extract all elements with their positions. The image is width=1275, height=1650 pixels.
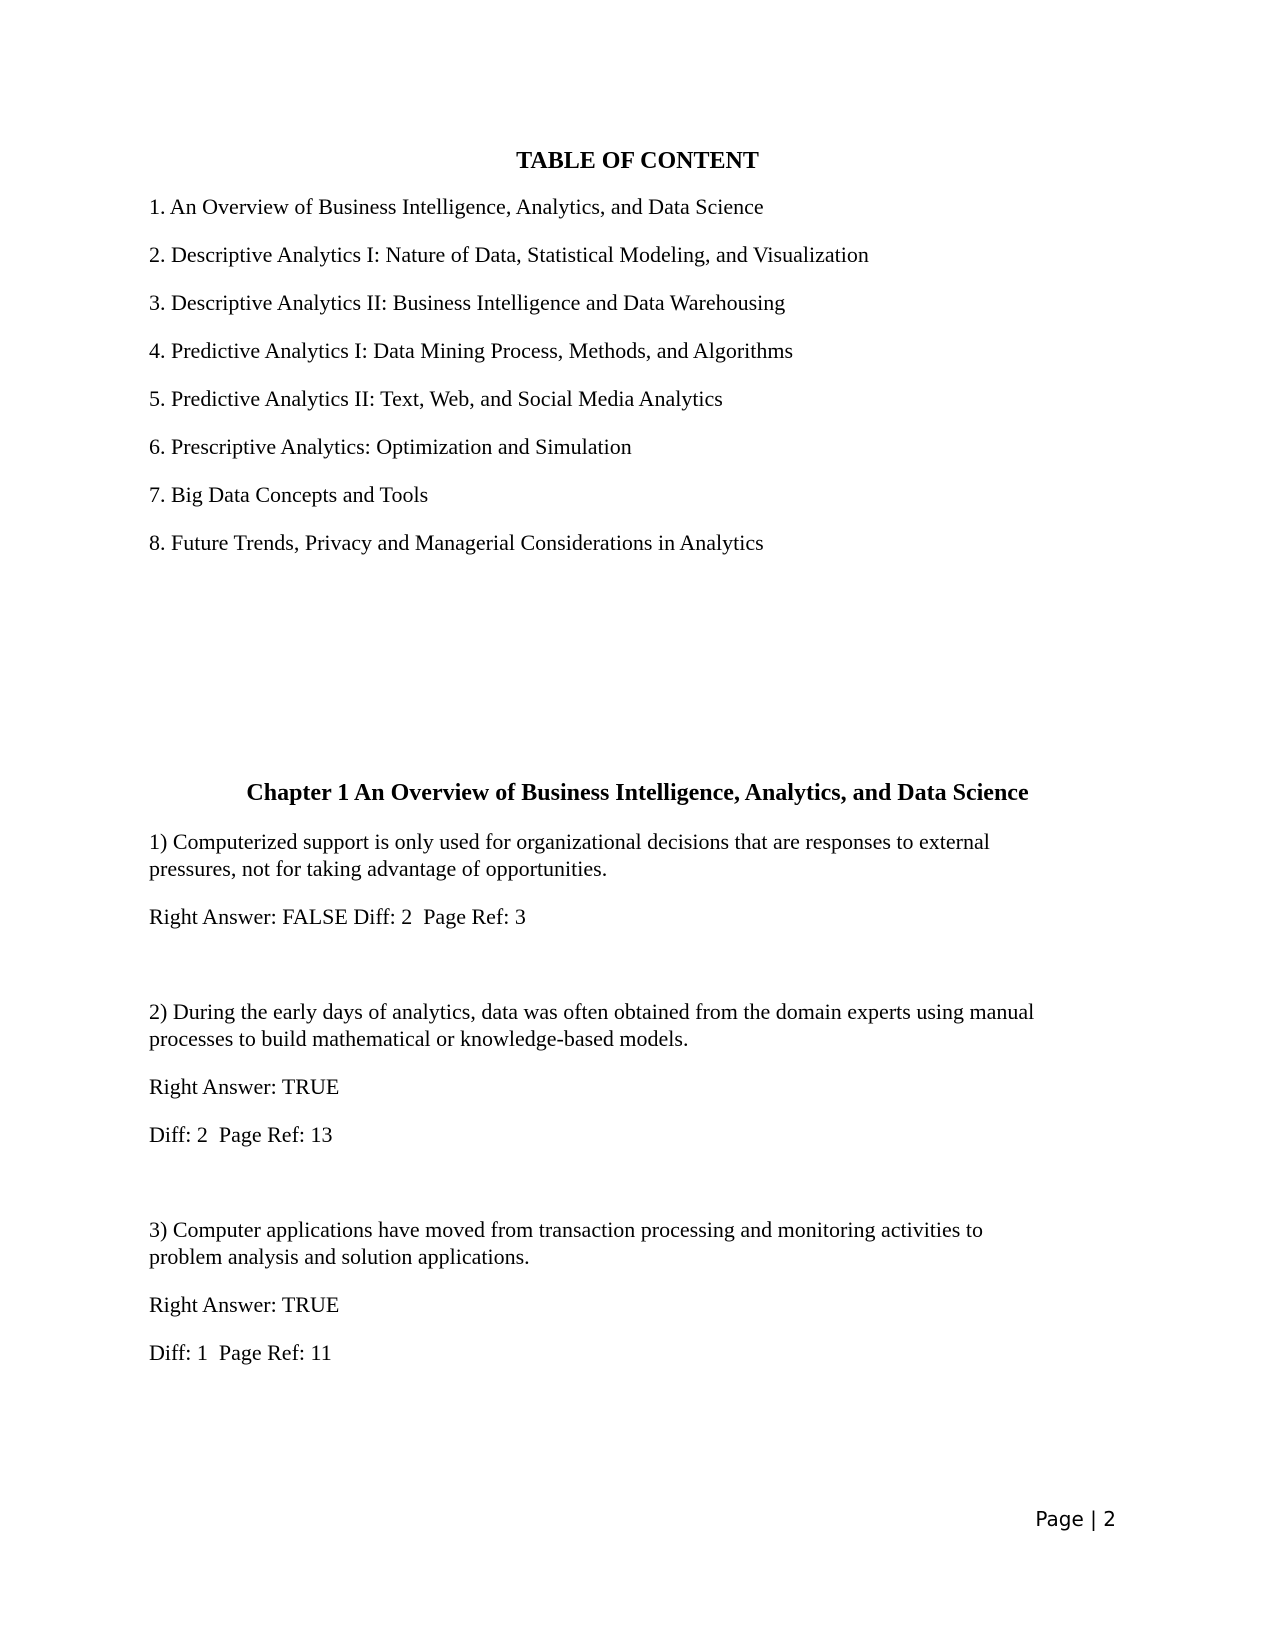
- question-meta: Diff: 2 Page Ref: 13: [149, 1122, 333, 1147]
- question-1: [149, 828, 1129, 930]
- toc-item-2: 2. Descriptive Analytics I: Nature of Data, Statistical Modeling, and Visualization: [149, 242, 869, 267]
- toc-title: TABLE OF CONTENT: [516, 148, 759, 174]
- question-2: [149, 998, 1129, 1148]
- question-text-line: processes to build mathematical or knowledge-based models.: [149, 1026, 689, 1051]
- question-list: [149, 828, 1129, 1366]
- question-text-line: problem analysis and solution applications.: [149, 1244, 530, 1269]
- question-answer: Right Answer: TRUE: [149, 1074, 340, 1099]
- toc-item-5: 5. Predictive Analytics II: Text, Web, and Social Media Analytics: [149, 386, 723, 411]
- question-text-line: pressures, not for taking advantage of opportunities.: [149, 856, 608, 881]
- toc-list: [149, 193, 1149, 577]
- question-3: [149, 1216, 1129, 1366]
- question-text-line: 2) During the early days of analytics, data was often obtained from the domain experts using manual: [149, 999, 1035, 1024]
- toc-item-1: 1. An Overview of Business Intelligence, Analytics, and Data Science: [149, 194, 764, 219]
- toc-item-4: 4. Predictive Analytics I: Data Mining Process, Methods, and Algorithms: [149, 338, 794, 363]
- question-meta: Diff: 1 Page Ref: 11: [149, 1340, 332, 1365]
- toc-item-8: 8. Future Trends, Privacy and Managerial Considerations in Analytics: [149, 530, 764, 555]
- toc-item-3: 3. Descriptive Analytics II: Business Intelligence and Data Warehousing: [149, 290, 786, 315]
- page-number: Page | 2: [1035, 1507, 1116, 1531]
- chapter-title: Chapter 1 An Overview of Business Intelligence, Analytics, and Data Science: [246, 780, 1029, 806]
- question-answer: Right Answer: FALSE Diff: 2 Page Ref: 3: [149, 904, 526, 929]
- question-answer: Right Answer: TRUE: [149, 1292, 340, 1317]
- toc-item-6: 6. Prescriptive Analytics: Optimization and Simulation: [149, 434, 632, 459]
- question-text-line: 3) Computer applications have moved from transaction processing and monitoring activities to: [149, 1217, 983, 1242]
- question-text-line: 1) Computerized support is only used for organizational decisions that are responses to external: [149, 829, 990, 854]
- toc-item-7: 7. Big Data Concepts and Tools: [149, 482, 429, 507]
